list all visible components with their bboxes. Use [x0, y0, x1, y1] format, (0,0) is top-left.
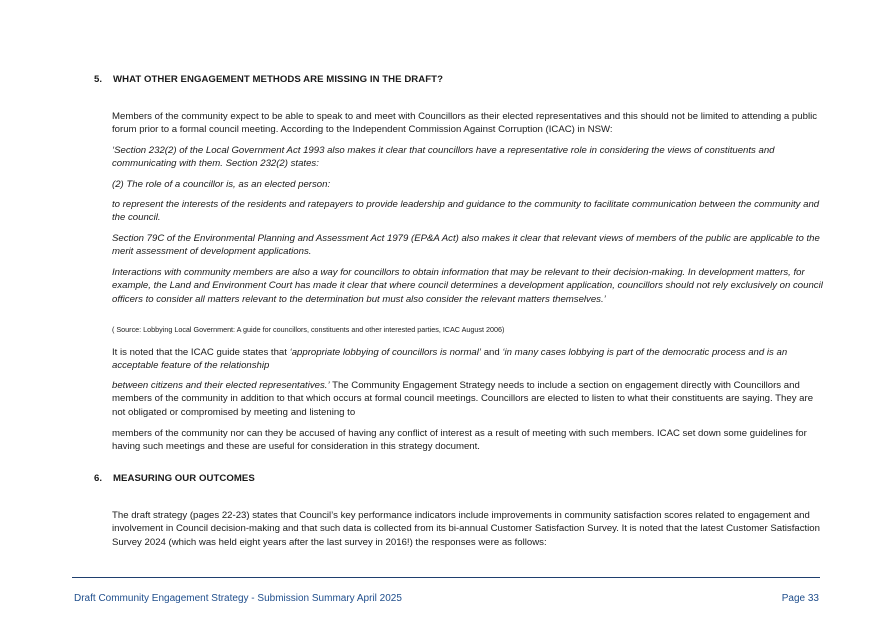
engagement-strategy-text: The Community Engagement Strategy needs to include a section on engagement directly with Councillors and members of the community in addition to that which occurs at formal council meetings. Councillors are elected to listen to what their constituents are saying. They are not obligated or compromised by meeting and listening to [112, 380, 814, 418]
icac-guide-paragraph [112, 346, 824, 373]
section-6-heading [94, 473, 255, 484]
footer-page-number: Page 33 [781, 593, 819, 604]
citizens-quote: between citizens and their elected representatives.’ [112, 380, 330, 391]
section-5-heading [94, 74, 443, 85]
quote-section-232: ‘Section 232(2) of the Local Government Act 1993 also makes it clear that councillors have a representative role in considering the views of constituents and communicating with them. Section 232(2) states: [112, 145, 775, 170]
conflict-of-interest-paragraph: members of the community nor can they be accused of having any conflict of interest as a result of meeting with such members. ICAC set down some guidelines for having such meetings and these are useful for consideration in this strategy document. [112, 428, 807, 453]
section-6-number: 6. [94, 473, 103, 484]
section-5-intro-paragraph: Members of the community expect to be able to speak to and meet with Councillors as their elected representatives and this should not be limited to attending a public forum prior to a formal council meeting. According to the Independent Commission Against Corruption (ICAC) in NSW: [112, 111, 818, 136]
footer-divider [72, 577, 820, 578]
quote-role-of-councillor: (2) The role of a councillor is, as an elected person: [112, 179, 331, 190]
footer-document-title: Draft Community Engagement Strategy - Submission Summary April 2025 [74, 593, 402, 604]
section-5-title: WHAT OTHER ENGAGEMENT METHODS ARE MISSING IN THE DRAFT? [113, 74, 443, 85]
quote-interactions: Interactions with community members are also a way for councillors to obtain information that may be relevant to their decision-making. In development matters, for example, the Land and Environment Court has made it clear that where council determines a development application, councillors should not rely exclusively on council officers to consider all matters relevant to the determination but must also consider the relevant matters themselves.’ [112, 267, 823, 305]
icac-guide-quote-2: ‘in many cases lobbying is part of the democratic process and is an acceptable feature of the relationship [112, 347, 788, 372]
quote-represent-interests: to represent the interests of the residents and ratepayers to provide leadership and guidance to the community to facilitate communication between the community and the council. [112, 199, 820, 224]
measuring-outcomes-paragraph: The draft strategy (pages 22-23) states that Council’s key performance indicators include improvements in community satisfaction scores related to engagement and involvement in Council decision-making and that such data is collected from its bi-annual Customer Satisfaction Survey. It is noted that the latest Customer Satisfaction Survey 2024 (which was held eight years after the last survey in 2016!) the responses were as follows: [112, 510, 820, 548]
section-5-number: 5. [94, 74, 103, 85]
source-citation: ( Source: Lobbying Local Government: A guide for councillors, constituents and other interested parties, ICAC August 2006) [112, 325, 505, 334]
icac-guide-text-2: and [481, 347, 503, 358]
icac-guide-quote-1: ‘appropriate lobbying of councillors is normal’ [289, 347, 482, 358]
section-6-title: MEASURING OUR OUTCOMES [113, 473, 255, 484]
quote-section-79c: Section 79C of the Environmental Planning and Assessment Act 1979 (EP&A Act) also makes it clear that relevant views of members of the public are applicable to the merit assessment of development applications. [112, 233, 820, 258]
icac-guide-text-1: It is noted that the ICAC guide states that [112, 347, 290, 358]
citizens-representatives-paragraph [112, 379, 824, 419]
